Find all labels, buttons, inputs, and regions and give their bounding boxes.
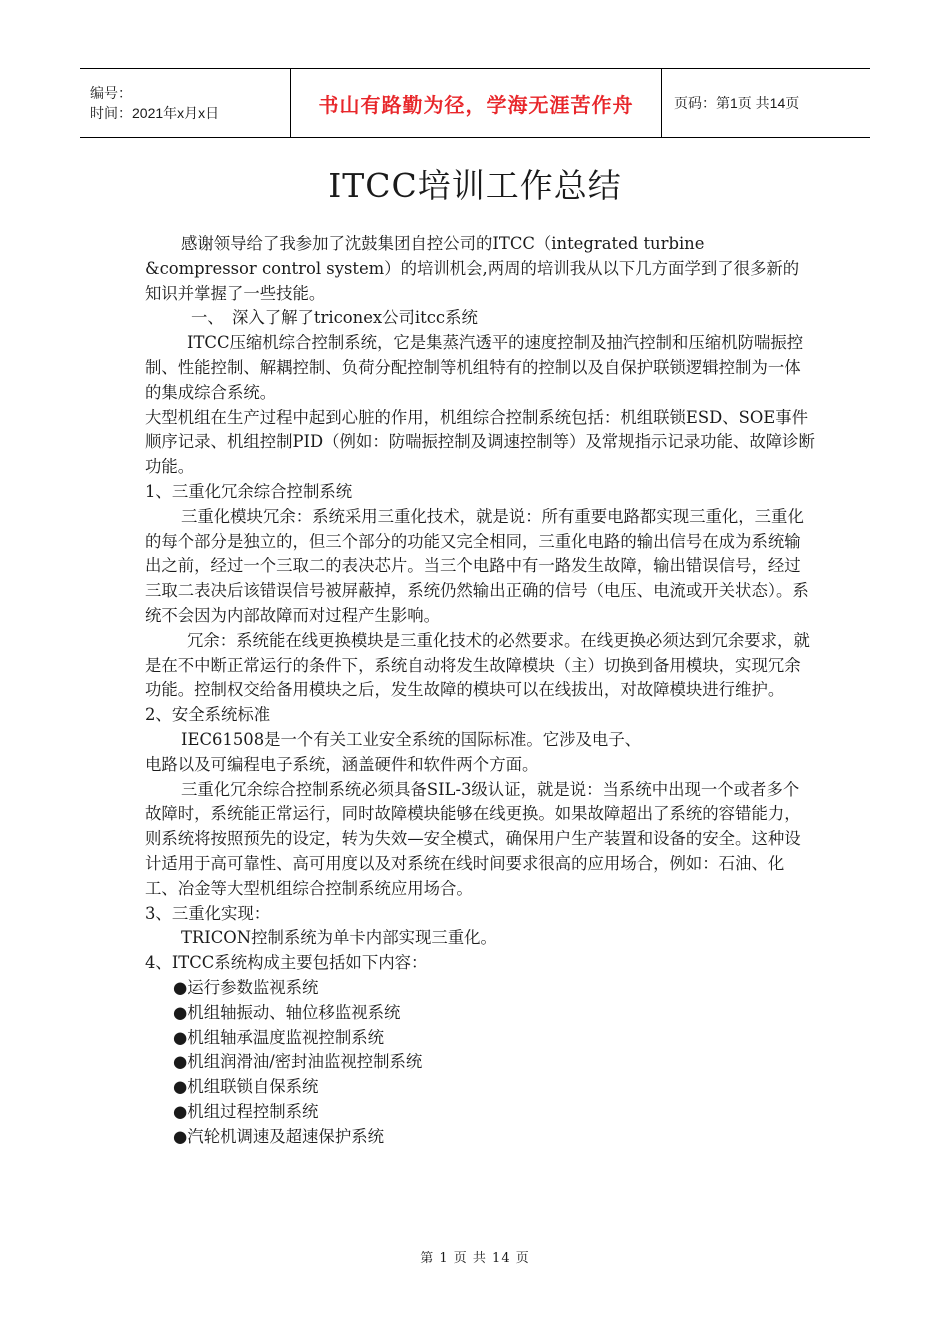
paragraph-redundancy: 冗余：系统能在线更换模块是三重化技术的必然要求。在线更换必须达到冗余要求，就是在不中断正常运行的条件下，系统自动将发生故障模块（主）切换到备用模块，实现冗余功能。控制权交给备用模块之后，发生故障的模块可以在线拔出，对故障模块进行维护。 bbox=[145, 630, 810, 700]
page-info: 页码：第1页 共14页 bbox=[674, 95, 800, 111]
header-page-cell bbox=[662, 69, 870, 137]
list-item: ●汽轮机调速及超速保护系统 bbox=[173, 1126, 384, 1146]
list-item: ●机组过程控制系统 bbox=[173, 1101, 319, 1121]
subheading-3: 3、三重化实现： bbox=[145, 903, 271, 923]
date-label: 时间：2021年x月x日 bbox=[90, 105, 220, 121]
section-heading-1: 一、 深入了解了triconex公司itcc系统 bbox=[191, 308, 478, 328]
list-item: ●机组联锁自保系统 bbox=[173, 1077, 319, 1097]
subheading-2: 2、安全系统标准 bbox=[145, 705, 271, 725]
paragraph-iec-2: 电路以及可编程电子系统，涵盖硬件和软件两个方面。 bbox=[145, 754, 539, 774]
paragraph-tmr: 三重化模块冗余：系统采用三重化技术，就是说：所有重要电路都实现三重化，三重化的每个部分是独立的，但三个部分的功能又完全相同，三重化电路的输出信号在成为系统输出之前，经过一个三取二的表决芯片。当三个电路中有一路发生故障，输出错误信号，经过三取二表决后该错误信号被屏蔽掉，系统仍然输出正确的信号（电压、电流或开关状态）。系统不会因为内部故障而对过程产生影响。 bbox=[145, 506, 809, 625]
document-body bbox=[145, 232, 815, 1149]
list-item: ●机组轴振动、轴位移监视系统 bbox=[173, 1002, 401, 1022]
paragraph-iec-1: IEC61508是一个有关工业安全系统的国际标准。它涉及电子、 bbox=[181, 729, 642, 749]
document-title: ITCC培训工作总结 bbox=[328, 166, 622, 205]
header-left-cell bbox=[80, 69, 291, 137]
page-footer: 第 1 页 共 14 页 bbox=[420, 1251, 530, 1266]
paragraph-intro: 感谢领导给了我参加了沈鼓集团自控公司的ITCC（integrated turbine &compressor control system）的培训机会,两周的培训我从以下几方面学到了很多新的知识并掌握了一些技能。 bbox=[145, 234, 800, 303]
paragraph-sil3: 三重化冗余综合控制系统必须具备SIL-3级认证，就是说：当系统中出现一个或者多个故障时，系统能正常运行，同时故障模块能够在线更换。如果故障超出了系统的容错能力，则系统将按照预先的设定，转为失效—安全模式，确保用户生产装置和设备的安全。这种设计适用于高可靠性、高可用度以及对系统在线时间要求很高的应用场合，例如：石油、化工、冶金等大型机组综合控制系统应用场合。 bbox=[145, 779, 801, 898]
header-table bbox=[80, 68, 870, 138]
header-motto-cell bbox=[291, 69, 662, 137]
paragraph-unit: 大型机组在生产过程中起到心脏的作用，机组综合控制系统包括：机组联锁ESD、SOE事件顺序记录、机组控制PID（例如：防喘振控制及调速控制等）及常规指示记录功能、故障诊断功能。 bbox=[145, 407, 815, 477]
list-item: ●机组润滑油/密封油监视控制系统 bbox=[173, 1052, 423, 1072]
subheading-4: 4、ITCC系统构成主要包括如下内容： bbox=[145, 953, 428, 973]
list-item: ●机组轴承温度监视控制系统 bbox=[173, 1027, 384, 1047]
list-item: ●运行参数监视系统 bbox=[173, 977, 319, 997]
motto: 书山有路勤为径，学海无涯苦作舟 bbox=[318, 92, 634, 117]
subheading-1: 1、三重化冗余综合控制系统 bbox=[145, 481, 353, 501]
paragraph-itcc: ITCC压缩机综合控制系统，它是集蒸汽透平的速度控制及抽汽控制和压缩机防喘振控制、性能控制、解耦控制、负荷分配控制等机组特有的控制以及自保护联锁逻辑控制为一体的集成综合系统。 bbox=[145, 333, 804, 402]
number-label: 编号： bbox=[90, 85, 132, 101]
paragraph-tricon: TRICON控制系统为单卡内部实现三重化。 bbox=[181, 928, 497, 948]
